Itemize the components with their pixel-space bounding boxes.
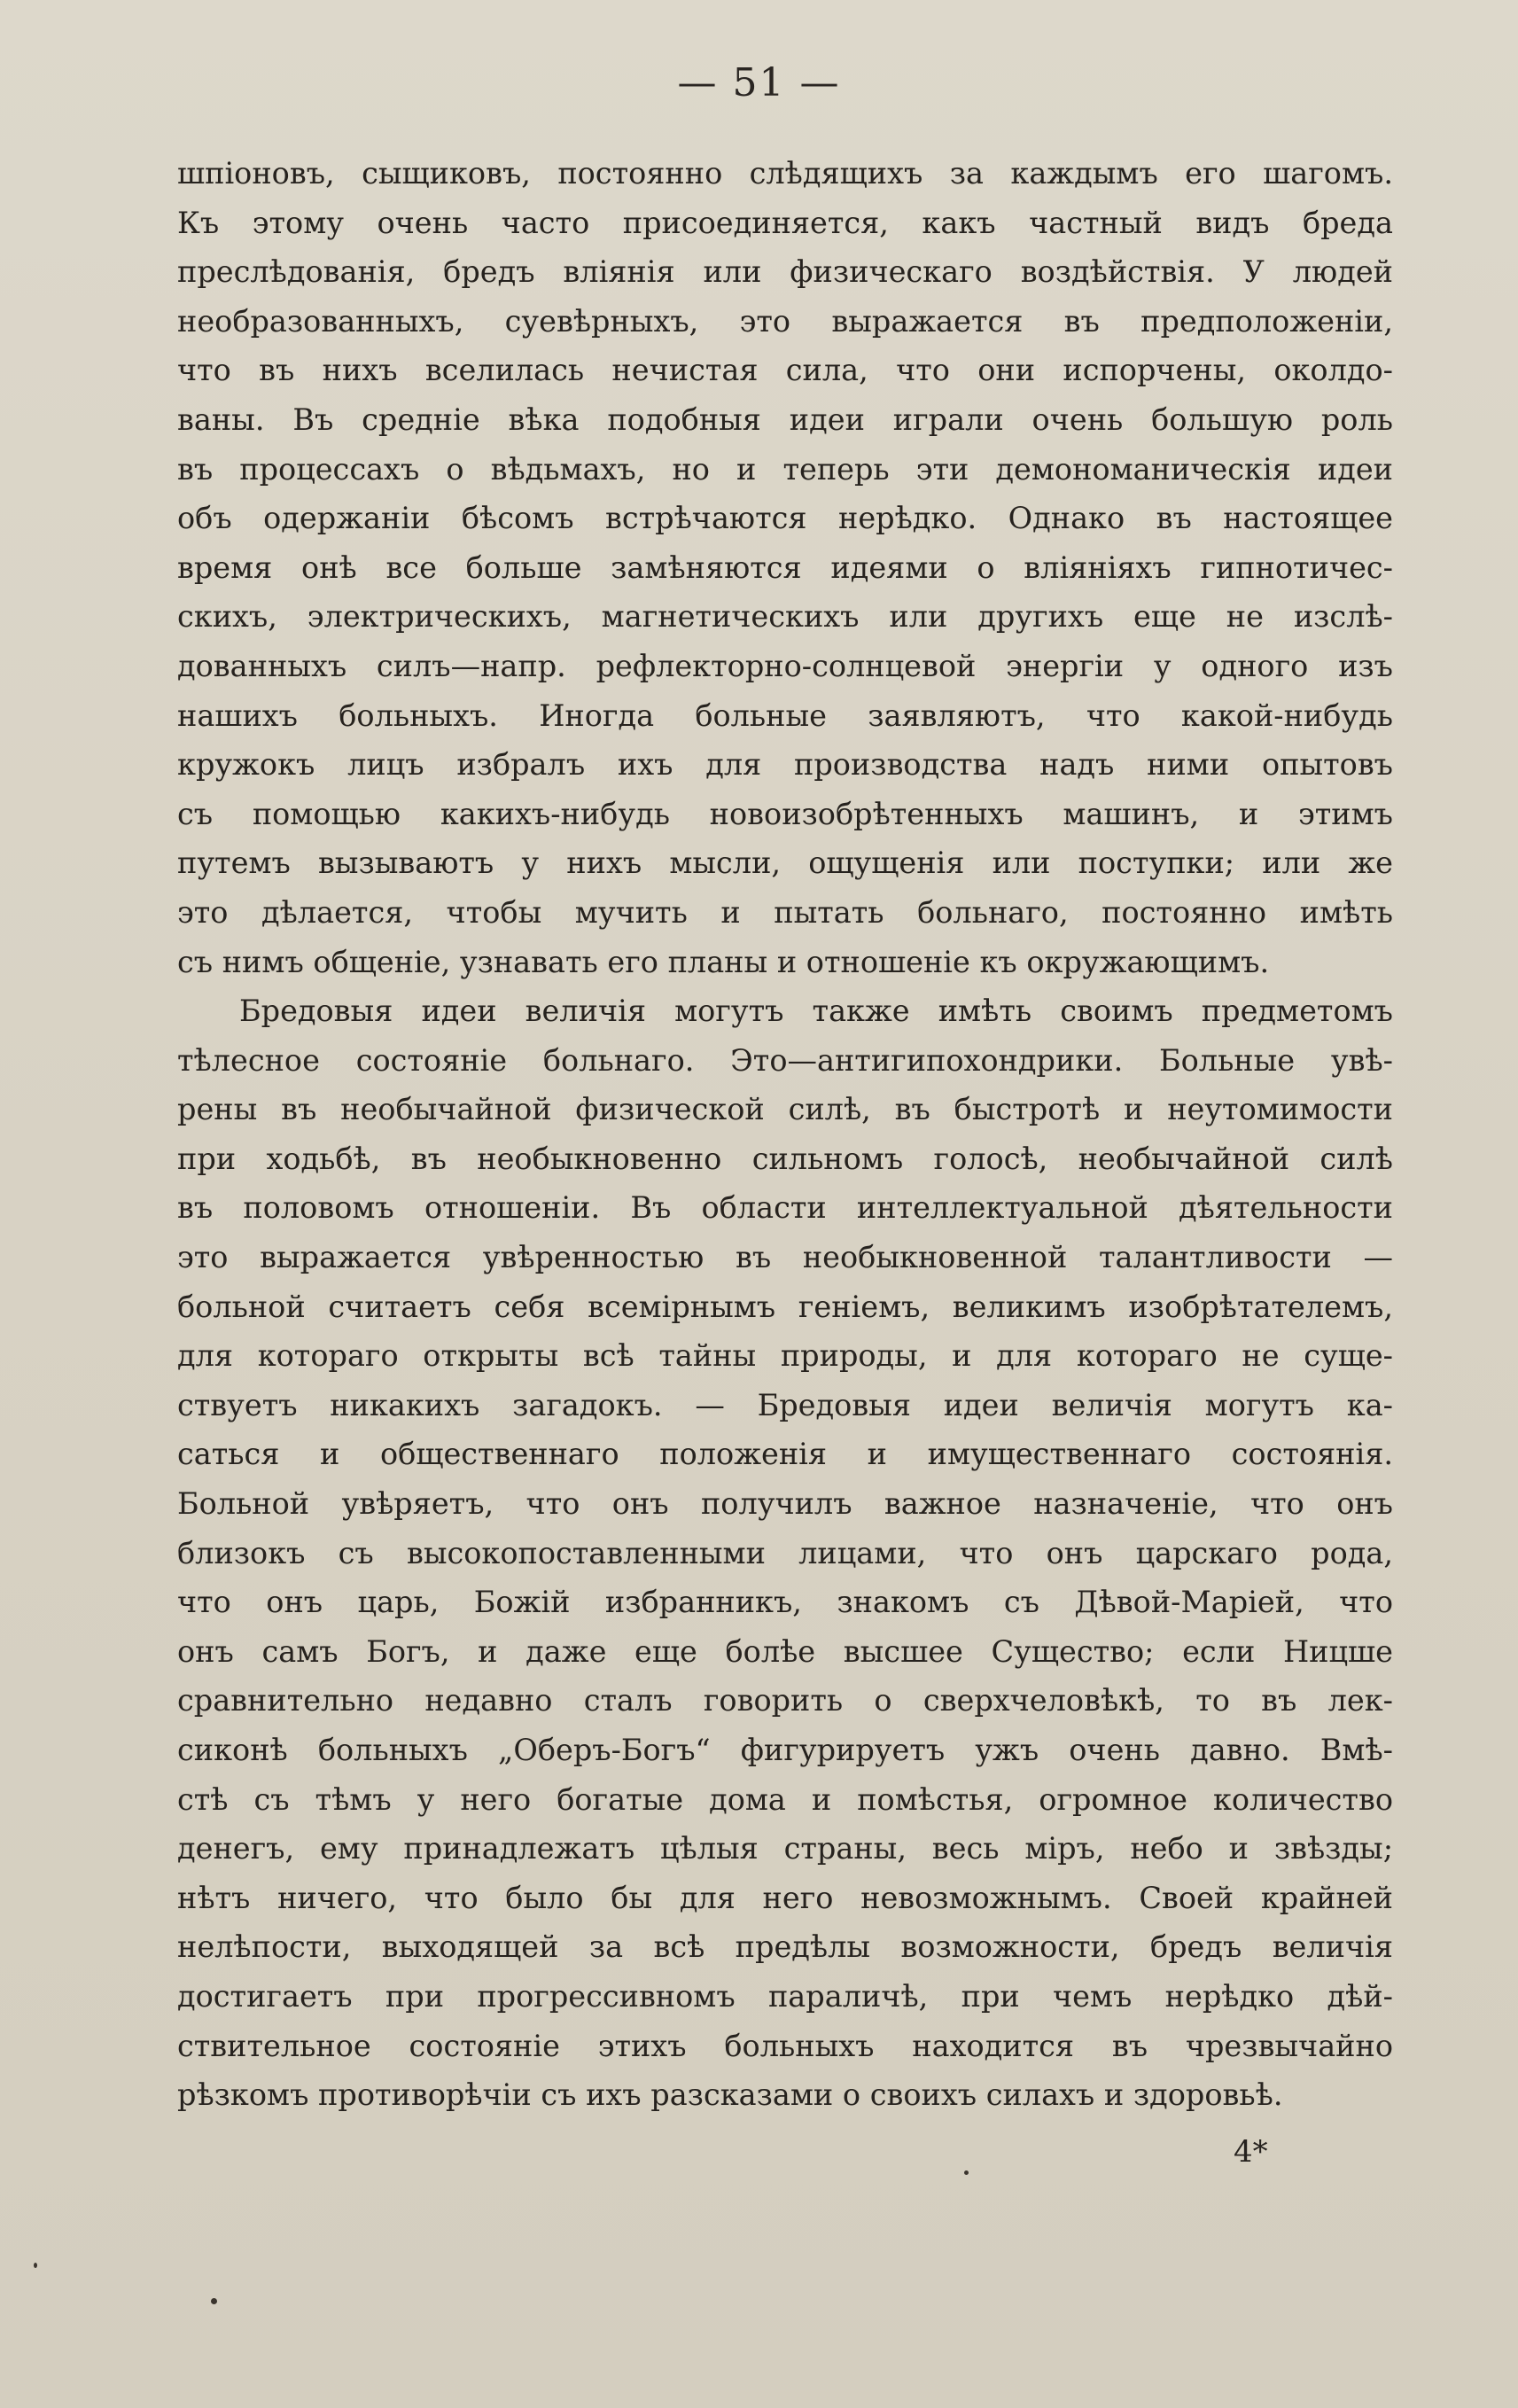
text-line: нелѣпости, выходящей за всѣ предѣлы возможности, бредъ величія <box>177 1929 1393 1965</box>
text-line: ствительное состояніе этихъ больныхъ находится въ чрезвычайно <box>177 2028 1393 2063</box>
text-line: дованныхъ силъ—напр. рефлекторно-солнцевой энергіи у одного изъ <box>177 648 1393 683</box>
paper-speck <box>964 2170 969 2175</box>
page-number: — 51 — <box>677 60 841 105</box>
text-line: денегъ, ему принадлежатъ цѣлыя страны, весь міръ, небо и звѣзды; <box>177 1831 1393 1866</box>
text-line: ваны. Въ средніе вѣка подобныя идеи играли очень большую роль <box>177 401 1393 437</box>
text-line: кружокъ лицъ избралъ ихъ для производства надъ ними опытовъ <box>177 747 1393 783</box>
text-line: при ходьбѣ, въ необыкновенно сильномъ голосѣ, необычайной силѣ <box>177 1141 1393 1176</box>
text-line: сиконѣ больныхъ „Оберъ-Богъ“ фигурируетъ ужъ очень давно. Вмѣ- <box>177 1733 1393 1767</box>
text-line: достигаетъ при прогрессивномъ параличѣ, при чемъ нерѣдко дѣй- <box>177 1978 1393 2014</box>
text-line: что въ нихъ вселилась нечистая сила, что они испорчены, околдо- <box>177 353 1393 388</box>
text-line: тѣлесное состояніе больнаго. Это—антигипохондрики. Больные увѣ- <box>177 1042 1393 1078</box>
text-line: это выражается увѣренностью въ необыкновенной талантливости — <box>177 1240 1393 1275</box>
text-line: это дѣлается, чтобы мучить и пытать больнаго, постоянно имѣть <box>177 894 1393 930</box>
text-line: близокъ съ высокопоставленными лицами, что онъ царскаго рода, <box>177 1535 1393 1570</box>
text-line: больной считаетъ себя всемірнымъ геніемъ, великимъ изобрѣтателемъ, <box>177 1289 1393 1324</box>
text-line: въ половомъ отношеніи. Въ области интеллектуальной дѣятельности <box>177 1190 1393 1226</box>
text-line: время онѣ все больше замѣняются идеями о вліяніяхъ гипнотичес- <box>177 549 1393 585</box>
text-line: преслѣдованія, бредъ вліянія или физическаго воздѣйствія. У людей <box>177 254 1393 290</box>
text-line: онъ самъ Богъ, и даже еще болѣе высшее Существо; если Ницше <box>177 1633 1393 1669</box>
paper-speck <box>34 2263 37 2268</box>
text-line: Больной увѣряетъ, что онъ получилъ важное назначеніе, что онъ <box>177 1486 1393 1522</box>
text-line: скихъ, электрическихъ, магнетическихъ или другихъ еще не изслѣ- <box>177 599 1393 635</box>
text-line: шпіоновъ, сыщиковъ, постоянно слѣдящихъ за каждымъ его шагомъ. <box>177 156 1393 191</box>
text-line: съ помощью какихъ-нибудь новоизобрѣтенныхъ машинъ, и этимъ <box>177 796 1393 831</box>
paper-speck <box>211 2298 217 2304</box>
text-line: путемъ вызываютъ у нихъ мысли, ощущенія или поступки; или же <box>177 846 1393 881</box>
text-line: нѣтъ ничего, что было бы для него невозможнымъ. Своей крайней <box>177 1880 1393 1915</box>
text-line: въ процессахъ о вѣдьмахъ, но и теперь эти демономаническія идеи <box>177 451 1393 487</box>
text-line: объ одержаніи бѣсомъ встрѣчаются нерѣдко. Однако въ настоящее <box>177 501 1393 536</box>
signature-mark: 4* <box>1234 2134 1268 2170</box>
text-line: рѣзкомъ противорѣчіи съ ихъ разсказами о своихъ силахъ и здоровьѣ. <box>177 2077 1283 2113</box>
text-line: саться и общественнаго положенія и имущественнаго состоянія. <box>177 1437 1393 1472</box>
text-line: съ нимъ общеніе, узнавать его планы и отношеніе къ окружающимъ. <box>177 944 1270 979</box>
text-line: для котораго открыты всѣ тайны природы, и для котораго не суще- <box>177 1338 1393 1374</box>
text-line: сравнительно недавно сталъ говорить о сверхчеловѣкѣ, то въ лек- <box>177 1683 1393 1718</box>
text-line: нашихъ больныхъ. Иногда больные заявляютъ, что какой-нибудь <box>177 697 1393 733</box>
text-line: стѣ съ тѣмъ у него богатые дома и помѣстья, огромное количество <box>177 1781 1393 1817</box>
body-text <box>177 149 1393 2120</box>
text-line: ствуетъ никакихъ загадокъ. — Бредовыя идеи величія могутъ ка- <box>177 1387 1393 1422</box>
text-line: Бредовыя идеи величія могутъ также имѣть своимъ предметомъ <box>239 994 1393 1029</box>
text-line: Къ этому очень часто присоединяется, какъ частный видъ бреда <box>177 205 1393 240</box>
text-line: что онъ царь, Божій избранникъ, знакомъ съ Дѣвой-Маріей, что <box>177 1585 1393 1620</box>
text-line: рены въ необычайной физической силѣ, въ быстротѣ и неутомимости <box>177 1092 1393 1127</box>
text-line: необразованныхъ, суевѣрныхъ, это выражается въ предположеніи, <box>177 303 1393 339</box>
